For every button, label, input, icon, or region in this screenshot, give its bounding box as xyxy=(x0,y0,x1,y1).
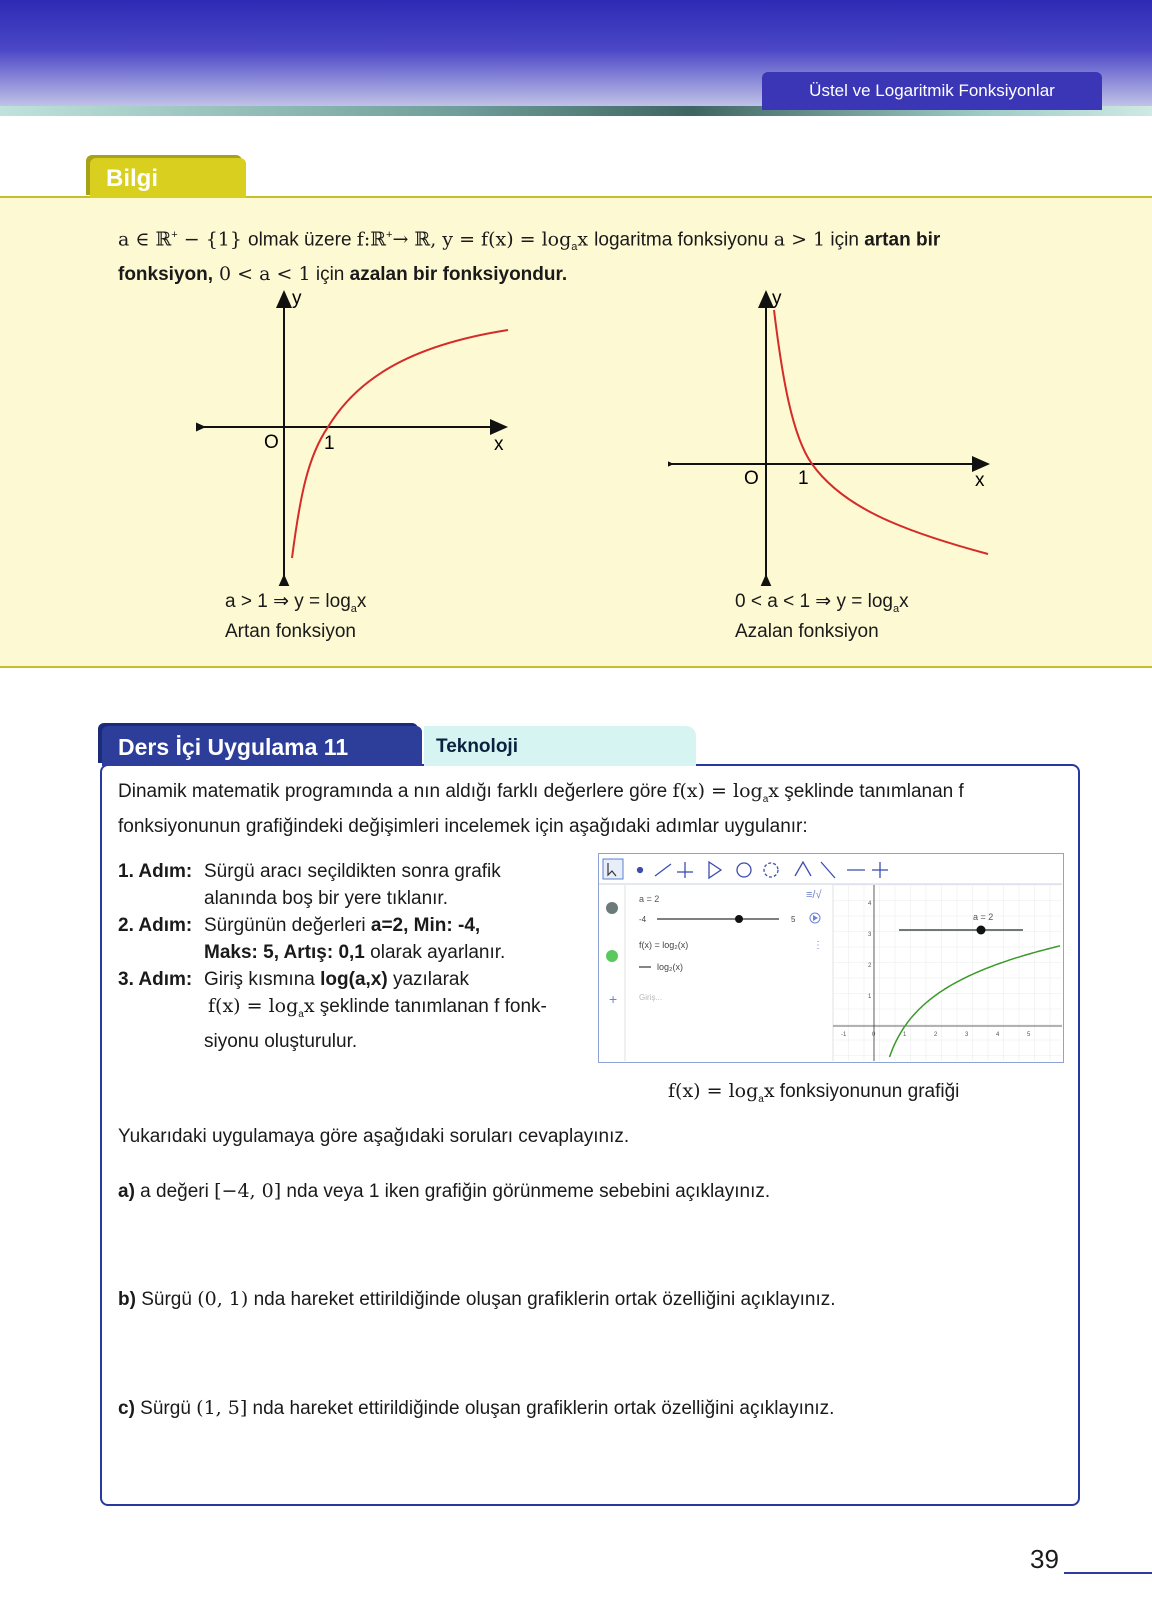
graph2-origin: O xyxy=(744,468,759,489)
svg-text:⋮: ⋮ xyxy=(813,940,823,951)
svg-text:+: + xyxy=(609,991,618,1007)
function-visibility-dot xyxy=(606,950,618,962)
x-tick-label: 1 xyxy=(903,1032,907,1038)
questions-intro: Yukarıdaki uygulamaya göre aşağıdaki soruları cevaplayınız. xyxy=(118,1126,630,1147)
graph-increasing xyxy=(196,286,516,586)
x-tick-label: 3 xyxy=(965,1032,969,1038)
question-a: a) a değeri [−4, 0] nda veya 1 iken grafiğin görünmeme sebebini açıklayınız. xyxy=(118,1180,771,1202)
y-tick-label: 3 xyxy=(868,932,872,938)
application-tab: Ders İçi Uygulama 11 xyxy=(102,726,422,766)
graphics-slider-label: a = 2 xyxy=(973,912,994,922)
question-c: c) Sürgü (1, 5] nda hareket ettirildiğinde oluşan grafiklerin ortak özelliğini açıklayınız. xyxy=(118,1397,835,1419)
graphics-slider-handle xyxy=(977,926,986,935)
graph2-caption: 0 < a < 1 ⇒ $y = \log_ax$ xyxy=(735,591,909,615)
graph1-one: 1 xyxy=(324,433,335,454)
graph1-name: Artan fonksiyon xyxy=(225,621,356,642)
function-definition: f(x) = log₂(x) xyxy=(639,940,689,950)
x-tick-label: -1 xyxy=(841,1032,847,1038)
bilgi-text: a ∈ ℝ+ − {1} olmak üzere f:ℝ+→ ℝ, $y = f(x) = \log_ax$ logaritma fonksiyonu a > 1 için artan bir fonksiyon, 0 < a < 1 için azalan bir fonksiyondur. xyxy=(118,228,941,286)
software-screenshot xyxy=(598,853,1064,1063)
svg-text:≡/√: ≡/√ xyxy=(806,889,822,901)
graph2-name: Azalan fonksiyon xyxy=(735,621,879,642)
step-1: 1. Adım: Sürgü aracı seçildikten sonra grafik alanında boş bir yere tıklanır. xyxy=(118,861,501,909)
technology-tab: Teknoloji xyxy=(424,726,696,766)
y-tick-label: 4 xyxy=(868,901,872,907)
graph2-x-label: x xyxy=(975,470,985,491)
input-bar: Giriş... xyxy=(639,993,663,1002)
slider-name: a = 2 xyxy=(639,894,660,904)
y-tick-label: 1 xyxy=(868,994,872,1000)
x-tick-label: 2 xyxy=(934,1032,938,1038)
slider-min: -4 xyxy=(639,915,647,924)
chapter-title: Üstel ve Logaritmik Fonksiyonlar xyxy=(762,72,1102,110)
function-value: log₂(x) xyxy=(657,962,683,972)
graph2-one: 1 xyxy=(798,468,809,489)
graph2-y-label: y xyxy=(772,288,782,309)
toolbar-select-tool xyxy=(603,859,623,879)
page-number: 39 xyxy=(1030,1544,1059,1574)
x-tick-label: 0 xyxy=(872,1032,876,1038)
step-2: 2. Adım: Sürgünün değerleri a=2, Min: -4, Maks: 5, Artış: 0,1 olarak ayarlanır. xyxy=(118,915,506,963)
graph1-x-label: x xyxy=(494,434,504,455)
step-3: 3. Adım: Giriş kısmına log(a,x) yazılarak $f(x) = \log_ax$ şeklinde tanımlanan f fonk- siyonu oluşturulur. xyxy=(118,969,547,1052)
x-tick-label: 5 xyxy=(1027,1032,1031,1038)
graph1-y-label: y xyxy=(292,288,302,309)
screenshot-caption: $f(x) = \log_ax$ fonksiyonunun grafiği xyxy=(668,1080,960,1105)
question-b: b) Sürgü (0, 1) nda hareket ettirildiğinde oluşan grafiklerin ortak özelliğini açıklayınız. xyxy=(118,1288,836,1310)
graph1-origin: O xyxy=(264,432,279,453)
decreasing-curve xyxy=(774,310,988,554)
algebra-slider-handle xyxy=(735,915,743,923)
y-tick-label: 2 xyxy=(868,963,872,969)
application-intro: Dinamik matematik programında a nın aldığı farklı değerlere göre $f(x) = \log_ax$ şeklinde tanımlanan f fonksiyonunun grafiğindeki değişimleri incelemek için aşağıdaki adımlar uygulanır: xyxy=(118,780,964,837)
slider-max: 5 xyxy=(791,915,796,924)
graph1-caption: a > 1 ⇒ $y = \log_ax$ xyxy=(225,591,367,615)
page-number-rule xyxy=(1064,1572,1152,1574)
slider-visibility-dot xyxy=(606,902,618,914)
x-tick-label: 4 xyxy=(996,1032,1000,1038)
graph-decreasing xyxy=(668,286,998,586)
bilgi-tab: Bilgi xyxy=(90,158,246,198)
